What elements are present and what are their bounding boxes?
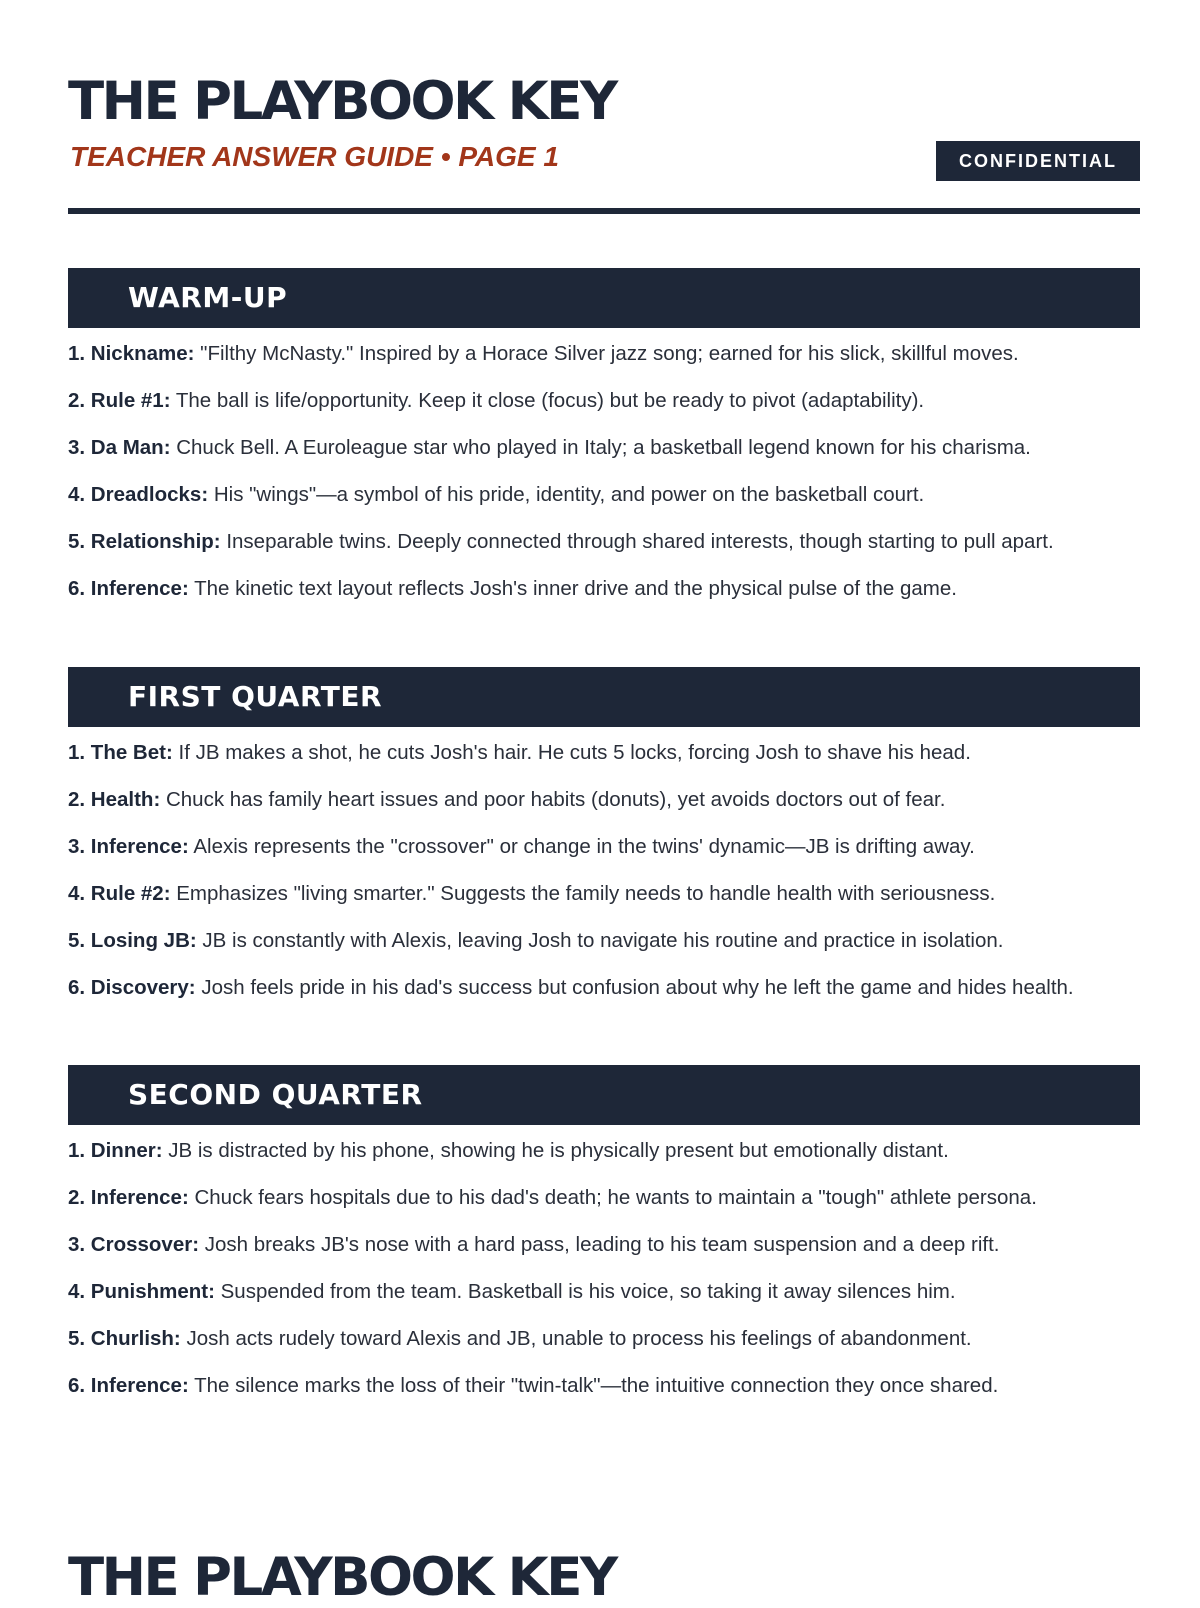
confidential-badge: CONFIDENTIAL <box>936 141 1140 181</box>
answer-text: Josh feels pride in his dad's success but confusion about why he left the game and hides health. <box>195 976 1074 999</box>
answer-label: 5. Churlish: <box>68 1327 181 1350</box>
answer-label: 1. Nickname: <box>68 342 195 365</box>
answer-item <box>68 330 1140 377</box>
answer-text: The silence marks the loss of their "twin-talk"—the intuitive connection they once shared. <box>188 1374 999 1397</box>
answer-item <box>68 964 1140 1011</box>
answer-text: Suspended from the team. Basketball is his voice, so taking it away silences him. <box>214 1280 956 1303</box>
answer-label: 1. Dinner: <box>68 1139 163 1162</box>
answer-item <box>68 870 1140 917</box>
header-divider <box>68 208 1140 214</box>
answer-list <box>68 330 1140 612</box>
answer-text: If JB makes a shot, he cuts Josh's hair. He cuts 5 locks, forcing Josh to shave his head. <box>172 741 971 764</box>
answer-item <box>68 565 1140 612</box>
answer-list <box>68 729 1140 1011</box>
section-first-quarter <box>68 667 1140 1011</box>
answer-label: 3. Da Man: <box>68 436 171 459</box>
answer-list <box>68 1127 1140 1409</box>
answer-text: Chuck Bell. A Euroleague star who played in Italy; a basketball legend known for his charisma. <box>170 436 1031 459</box>
answer-label: 5. Relationship: <box>68 530 221 553</box>
answer-label: 2. Health: <box>68 788 161 811</box>
answer-item <box>68 823 1140 870</box>
answer-item <box>68 424 1140 471</box>
section-warm-up <box>68 268 1140 612</box>
section-heading: WARM-UP <box>68 268 1140 328</box>
answer-item <box>68 471 1140 518</box>
answer-text: "Filthy McNasty." Inspired by a Horace Silver jazz song; earned for his slick, skillful moves. <box>194 342 1019 365</box>
answer-label: 4. Dreadlocks: <box>68 483 209 506</box>
answer-item <box>68 518 1140 565</box>
answer-text: Chuck has family heart issues and poor habits (donuts), yet avoids doctors out of fear. <box>160 788 946 811</box>
answer-text: Inseparable twins. Deeply connected through shared interests, though starting to pull apart. <box>220 530 1054 553</box>
answer-label: 6. Inference: <box>68 1374 189 1397</box>
page-subtitle: TEACHER ANSWER GUIDE • PAGE 1 <box>70 141 559 172</box>
answer-label: 1. The Bet: <box>68 741 173 764</box>
answer-item <box>68 729 1140 776</box>
answer-text: Emphasizes "living smarter." Suggests the family needs to handle health with seriousness. <box>170 882 996 905</box>
answer-item <box>68 776 1140 823</box>
answer-text: Chuck fears hospitals due to his dad's death; he wants to maintain a "tough" athlete persona. <box>188 1186 1037 1209</box>
answer-text: Josh breaks JB's nose with a hard pass, leading to his team suspension and a deep rift. <box>199 1233 1000 1256</box>
answer-text: Alexis represents the "crossover" or change in the twins' dynamic—JB is drifting away. <box>188 835 975 858</box>
next-page-title: THE PLAYBOOK KEY <box>68 1547 616 1608</box>
answer-item <box>68 1127 1140 1174</box>
answer-label: 3. Inference: <box>68 835 189 858</box>
answer-label: 5. Losing JB: <box>68 929 197 952</box>
section-second-quarter <box>68 1065 1140 1409</box>
answer-label: 6. Discovery: <box>68 976 196 999</box>
answer-item <box>68 917 1140 964</box>
section-heading: FIRST QUARTER <box>68 667 1140 727</box>
section-heading: SECOND QUARTER <box>68 1065 1140 1125</box>
answer-text: The ball is life/opportunity. Keep it close (focus) but be ready to pivot (adaptability). <box>170 389 925 412</box>
answer-label: 2. Inference: <box>68 1186 189 1209</box>
page-title: THE PLAYBOOK KEY <box>68 71 616 132</box>
answer-text: JB is distracted by his phone, showing he is physically present but emotionally distant. <box>162 1139 949 1162</box>
answer-text: Josh acts rudely toward Alexis and JB, unable to process his feelings of abandonment. <box>180 1327 972 1350</box>
answer-label: 2. Rule #1: <box>68 389 171 412</box>
answer-label: 6. Inference: <box>68 577 189 600</box>
answer-text: JB is constantly with Alexis, leaving Josh to navigate his routine and practice in isolation. <box>196 929 1004 952</box>
answer-item <box>68 1362 1140 1409</box>
answer-label: 3. Crossover: <box>68 1233 200 1256</box>
answer-label: 4. Punishment: <box>68 1280 215 1303</box>
answer-text: The kinetic text layout reflects Josh's inner drive and the physical pulse of the game. <box>188 577 957 600</box>
answer-item <box>68 1221 1140 1268</box>
answer-text: His "wings"—a symbol of his pride, identity, and power on the basketball court. <box>208 483 925 506</box>
answer-item <box>68 1268 1140 1315</box>
answer-item <box>68 1315 1140 1362</box>
answer-label: 4. Rule #2: <box>68 882 171 905</box>
answer-item <box>68 377 1140 424</box>
answer-item <box>68 1174 1140 1221</box>
